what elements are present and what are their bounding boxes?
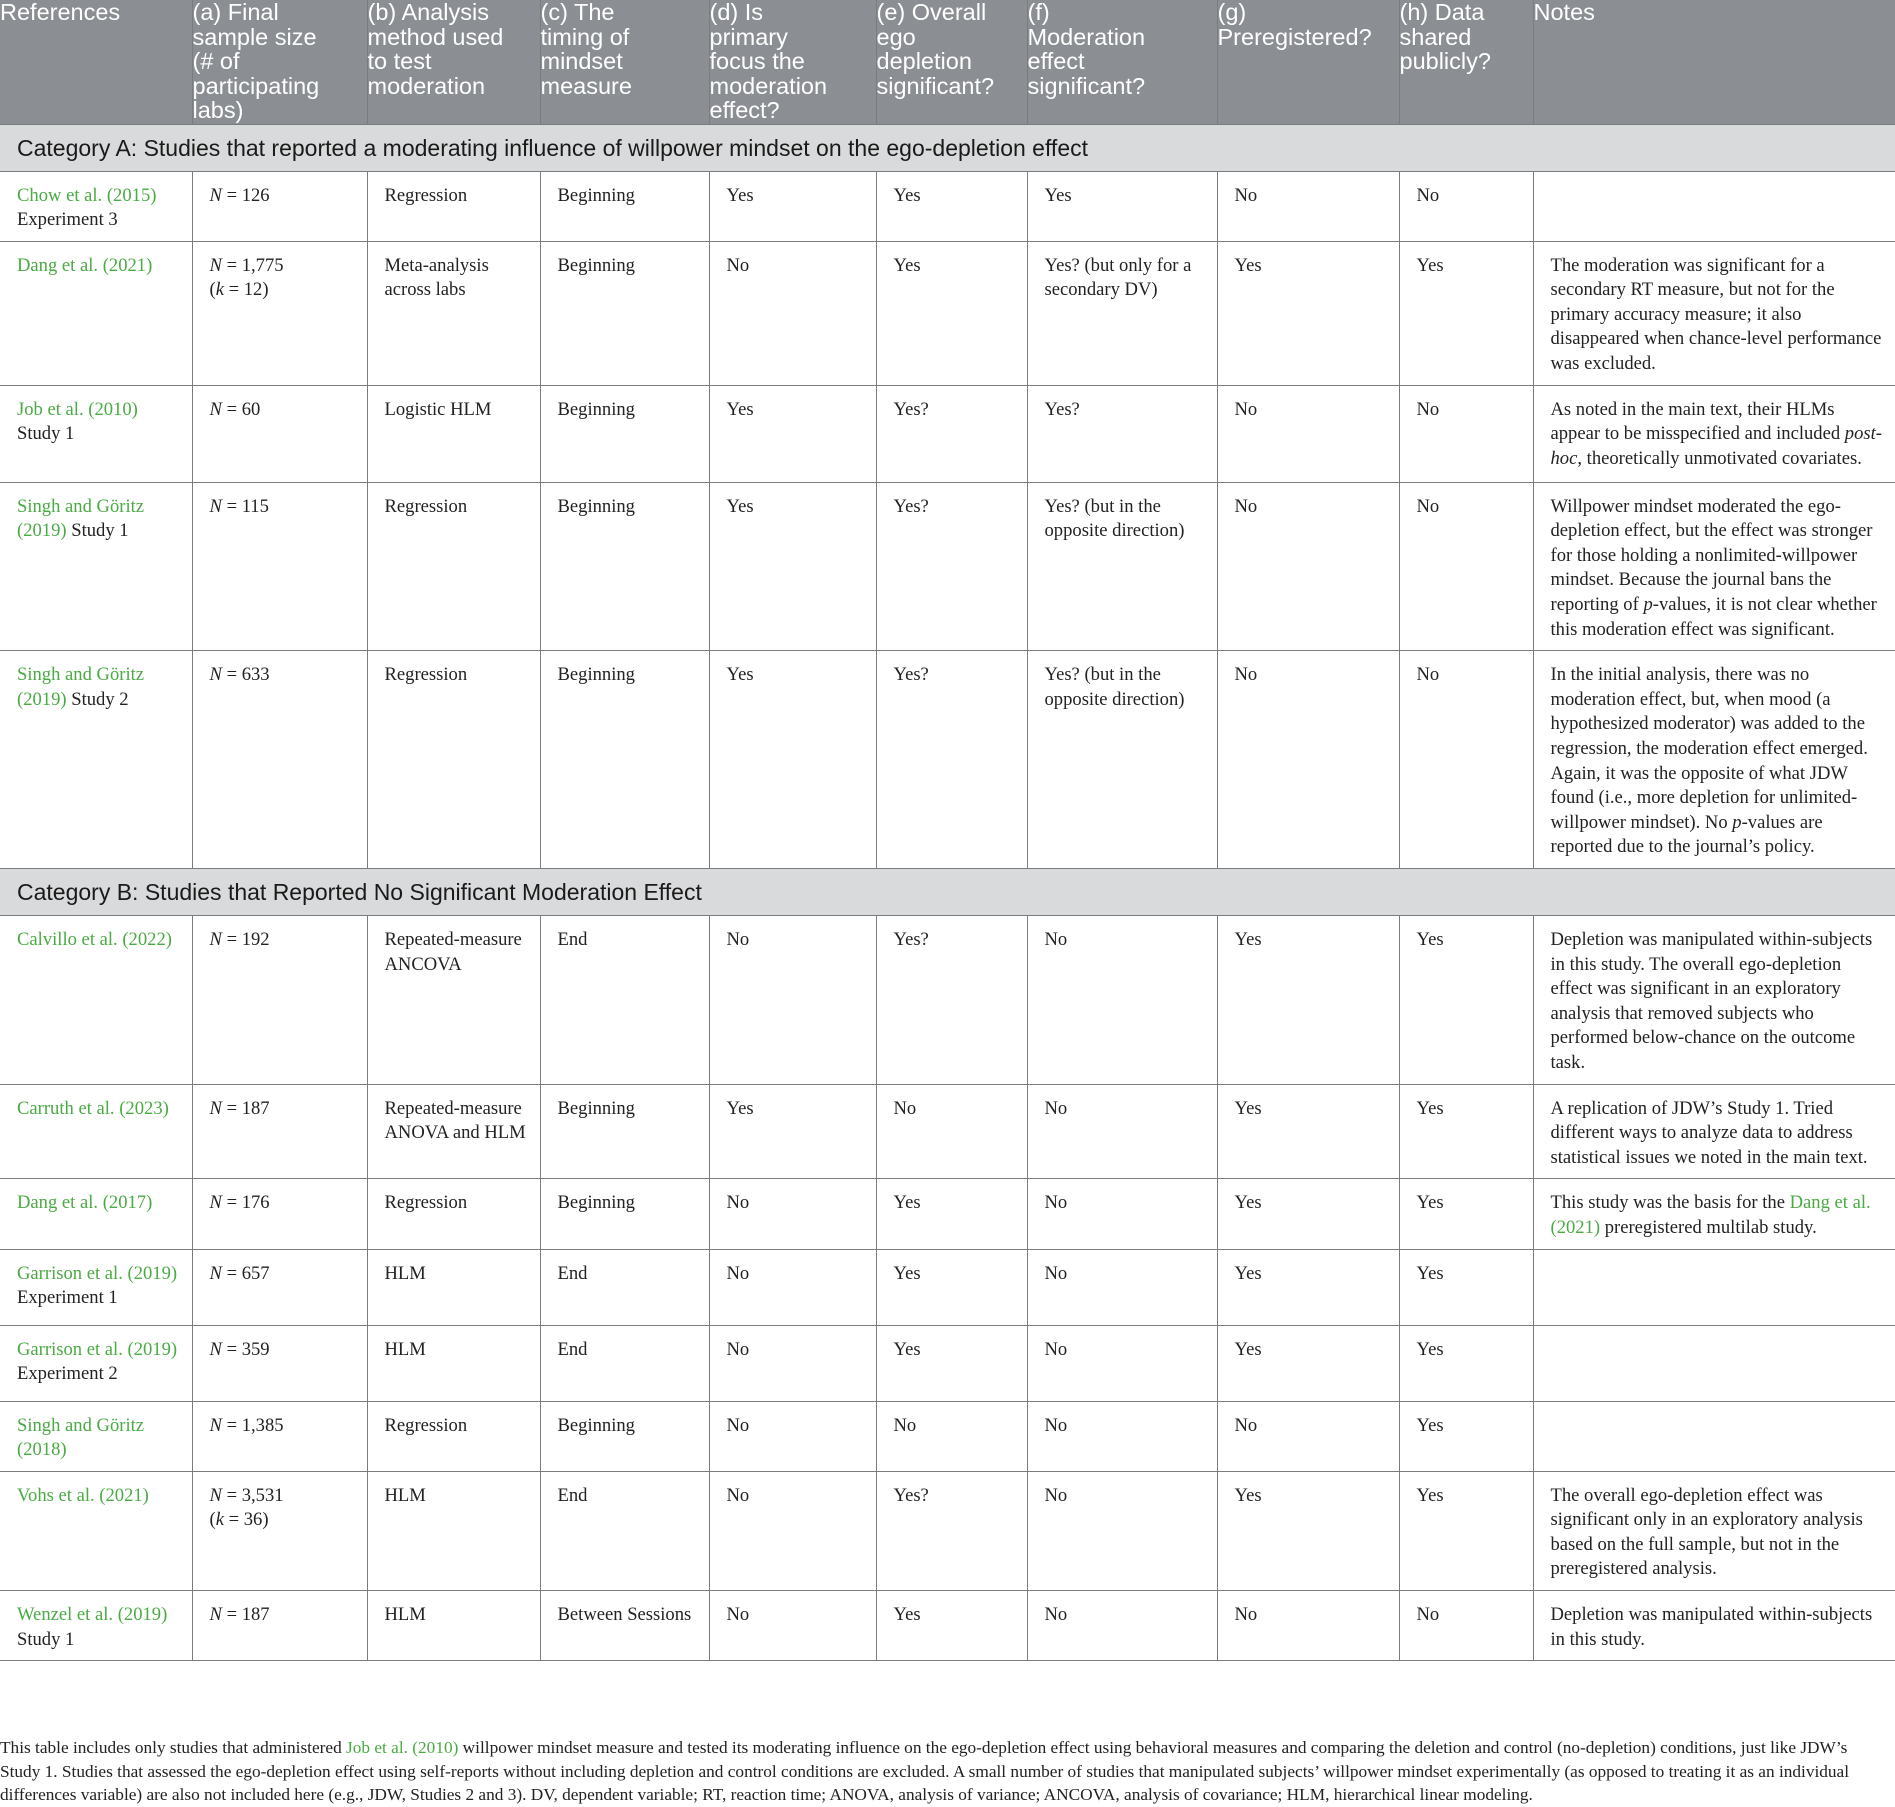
analysis-method-cell: HLM	[367, 1325, 540, 1401]
reference-study-label: Experiment 1	[17, 1287, 118, 1309]
analysis-method-cell: Regression	[367, 1401, 540, 1471]
notes-cell	[1533, 1325, 1895, 1401]
primary-focus-cell: No	[709, 241, 876, 385]
analysis-method-cell: HLM	[367, 1591, 540, 1661]
primary-focus-cell: No	[709, 1325, 876, 1401]
reference-year-link[interactable]: 2019	[23, 520, 61, 542]
sample-size-value: = 3,531	[226, 1484, 284, 1506]
notes-italic-term: p	[1732, 811, 1742, 833]
reference-cell	[0, 171, 192, 241]
analysis-method-cell: Regression	[367, 1179, 540, 1249]
timing-cell: Beginning	[540, 171, 709, 241]
ego-depletion-significant-cell: Yes?	[876, 915, 1027, 1084]
moderation-significant-cell: No	[1027, 915, 1217, 1084]
timing-cell: End	[540, 1249, 709, 1325]
reference-study-label: Study 1	[17, 1628, 75, 1650]
n-symbol: N	[209, 495, 222, 517]
timing-cell: End	[540, 1325, 709, 1401]
reference-author-link[interactable]: Carruth et al. (	[17, 1097, 126, 1119]
reference-close: )	[146, 1192, 153, 1214]
sample-size-cell	[192, 385, 367, 482]
data-shared-cell: No	[1399, 651, 1533, 869]
ego-depletion-significant-cell: Yes	[876, 1591, 1027, 1661]
category-heading: Category B: Studies that Reported No Significant Moderation Effect	[0, 868, 1895, 915]
reference-year-link[interactable]: 2023	[125, 1097, 163, 1119]
reference-year-link[interactable]: 2019	[133, 1262, 171, 1284]
preregistered-cell: No	[1217, 482, 1399, 651]
sample-size-value: = 187	[226, 1097, 270, 1119]
reference-close: )	[161, 1604, 168, 1626]
sample-size-cell	[192, 482, 367, 651]
col-header-a: (a) Final sample size (# of participating labs)	[192, 0, 367, 124]
primary-focus-cell: No	[709, 915, 876, 1084]
timing-cell: Between Sessions	[540, 1591, 709, 1661]
reference-cell	[0, 1179, 192, 1249]
table-row	[0, 1249, 1895, 1325]
header-row	[0, 0, 1895, 124]
reference-close: )	[60, 688, 67, 710]
reference-year-link[interactable]: 2017	[108, 1192, 147, 1214]
primary-focus-cell: Yes	[709, 651, 876, 869]
analysis-method-cell: Repeated-measure ANCOVA	[367, 915, 540, 1084]
preregistered-cell: Yes	[1217, 1471, 1399, 1590]
sample-size-value: = 126	[226, 184, 270, 206]
preregistered-cell: No	[1217, 1401, 1399, 1471]
notes-cell	[1533, 1249, 1895, 1325]
reference-study-label: Experiment 2	[17, 1363, 118, 1385]
notes-cell: Depletion was manipulated within-subjects in this study.	[1533, 1591, 1895, 1661]
primary-focus-cell: No	[709, 1179, 876, 1249]
analysis-method-cell: Regression	[367, 482, 540, 651]
reference-close: )	[142, 1484, 149, 1506]
preregistered-cell: Yes	[1217, 1325, 1399, 1401]
n-symbol: N	[209, 184, 222, 206]
lab-count-value: = 36	[228, 1509, 263, 1531]
table-row	[0, 1471, 1895, 1590]
moderation-significant-cell: Yes? (but only for a secondary DV)	[1027, 241, 1217, 385]
reference-author-link[interactable]: Vohs et al. (	[17, 1484, 106, 1506]
notes-cell	[1533, 651, 1895, 869]
reference-author-link[interactable]: Wenzel et al. (	[17, 1604, 124, 1626]
col-header-h: (h) Data shared publicly?	[1399, 0, 1533, 124]
category-a-row	[0, 124, 1895, 171]
col-header-references: References	[0, 0, 192, 124]
sample-size-value: = 359	[226, 1338, 270, 1360]
analysis-method-cell: Meta-analysis across labs	[367, 241, 540, 385]
footnote-reference-link[interactable]: Job et al. (2010)	[346, 1738, 459, 1757]
primary-focus-cell: No	[709, 1401, 876, 1471]
notes-cell: The moderation was significant for a secondary RT measure, but not for the primary accuracy measure; it also disappeared when chance-level performance was excluded.	[1533, 241, 1895, 385]
k-symbol: k	[215, 279, 224, 301]
notes-cell: A replication of JDW’s Study 1. Tried different ways to analyze data to address statistical issues we noted in the main text.	[1533, 1084, 1895, 1179]
reference-author-link[interactable]: Chow et al. (	[17, 184, 114, 206]
notes-italic-term: p	[1643, 594, 1653, 616]
sample-size-cell	[192, 1591, 367, 1661]
analysis-method-cell: Regression	[367, 171, 540, 241]
notes-text: As noted in the main text, their HLMs appear to be misspecified and included	[1550, 398, 1845, 445]
reference-year-link[interactable]: 2019	[23, 688, 61, 710]
notes-text-continued: -values, it is not clear whether this moderation effect was significant.	[1550, 594, 1877, 640]
col-header-b: (b) Analysis method used to test moderation	[367, 0, 540, 124]
col-header-d: (d) Is primary focus the moderation effect?	[709, 0, 876, 124]
notes-cell	[1533, 1179, 1895, 1249]
sample-size-value: = 115	[226, 495, 269, 517]
reference-cell	[0, 385, 192, 482]
table-row	[0, 482, 1895, 651]
timing-cell: Beginning	[540, 1179, 709, 1249]
preregistered-cell: Yes	[1217, 241, 1399, 385]
notes-cell: The overall ego-depletion effect was significant only in an exploratory analysis based on the full sample, but not in the preregistered analysis.	[1533, 1471, 1895, 1590]
reference-cell	[0, 241, 192, 385]
col-header-e: (e) Overall ego depletion significant?	[876, 0, 1027, 124]
reference-author-link[interactable]: Job et al. (	[17, 398, 95, 420]
sample-size-value: = 192	[226, 928, 270, 950]
reference-year-link[interactable]: 2019	[123, 1604, 162, 1626]
moderation-significant-cell: Yes	[1027, 171, 1217, 241]
table-row	[0, 1084, 1895, 1179]
primary-focus-cell: No	[709, 1249, 876, 1325]
table-row	[0, 171, 1895, 241]
sample-size-value: = 1,775	[226, 254, 284, 276]
moderation-significant-cell: No	[1027, 1591, 1217, 1661]
data-shared-cell: No	[1399, 385, 1533, 482]
reference-author-link[interactable]: Singh and Göritz (	[17, 1414, 145, 1461]
data-shared-cell: No	[1399, 1591, 1533, 1661]
reference-cell	[0, 1591, 192, 1661]
primary-focus-cell: Yes	[709, 1084, 876, 1179]
preregistered-cell: No	[1217, 1591, 1399, 1661]
notes-cell	[1533, 1401, 1895, 1471]
timing-cell: Beginning	[540, 1084, 709, 1179]
reference-close: )	[146, 254, 153, 276]
k-symbol: k	[215, 1509, 224, 1531]
moderation-significant-cell: Yes?	[1027, 385, 1217, 482]
notes-cell	[1533, 171, 1895, 241]
n-symbol: N	[209, 1484, 222, 1506]
reference-year-link[interactable]: 2021	[105, 1484, 143, 1506]
data-shared-cell: Yes	[1399, 1249, 1533, 1325]
reference-author-link[interactable]: Calvillo et al. (	[17, 928, 129, 950]
moderation-significant-cell: No	[1027, 1401, 1217, 1471]
reference-close: )	[170, 1338, 178, 1360]
reference-author-link[interactable]: Singh and Göritz (	[17, 664, 145, 710]
sample-size-value: = 1,385	[226, 1414, 284, 1436]
timing-cell: Beginning	[540, 651, 709, 869]
reference-close: )	[60, 1439, 67, 1461]
timing-cell: Beginning	[540, 482, 709, 651]
reference-close: )	[162, 1097, 169, 1119]
data-shared-cell: No	[1399, 171, 1533, 241]
primary-focus-cell: Yes	[709, 171, 876, 241]
notes-cell	[1533, 482, 1895, 651]
notes-text: Willpower mindset moderated the ego-depletion effect, but the effect was stronger for those holding a nonlimited-willpower mindset. Because the journal bans the reporting of	[1550, 495, 1873, 616]
reference-year-link[interactable]: 2015	[113, 184, 151, 206]
reference-cell	[0, 1471, 192, 1590]
moderation-significant-cell: No	[1027, 1249, 1217, 1325]
table-row	[0, 1179, 1895, 1249]
sample-size-cell: N = 3,531 (k = 36)	[192, 1471, 367, 1590]
col-header-f: (f) Moderation effect significant?	[1027, 0, 1217, 124]
analysis-method-cell: Repeated-measure ANOVA and HLM	[367, 1084, 540, 1179]
ego-depletion-significant-cell: Yes	[876, 171, 1027, 241]
reference-year-link[interactable]: 2021	[108, 254, 147, 276]
preregistered-cell: Yes	[1217, 1179, 1399, 1249]
preregistered-cell: Yes	[1217, 1084, 1399, 1179]
ego-depletion-significant-cell: Yes?	[876, 385, 1027, 482]
moderation-significant-cell: No	[1027, 1471, 1217, 1590]
timing-cell: Beginning	[540, 385, 709, 482]
data-shared-cell: Yes	[1399, 1471, 1533, 1590]
sample-size-cell	[192, 1249, 367, 1325]
data-shared-cell: Yes	[1399, 1401, 1533, 1471]
table-row	[0, 1401, 1895, 1471]
ego-depletion-significant-cell: Yes	[876, 1325, 1027, 1401]
analysis-method-cell: Logistic HLM	[367, 385, 540, 482]
reference-cell	[0, 1249, 192, 1325]
reference-year-link[interactable]: 2019	[133, 1338, 171, 1360]
ego-depletion-significant-cell: Yes?	[876, 651, 1027, 869]
col-header-c: (c) The timing of mindset measure	[540, 0, 709, 124]
notes-text-continued: , theoretically unmotivated covariates.	[1577, 447, 1862, 469]
table-row	[0, 241, 1895, 385]
reference-study-label: Study 2	[71, 688, 129, 710]
table-body	[0, 124, 1895, 1661]
sample-size-value: = 60	[226, 398, 261, 420]
analysis-method-cell: HLM	[367, 1471, 540, 1590]
n-symbol: N	[209, 1192, 222, 1214]
reference-cell	[0, 651, 192, 869]
preregistered-cell: No	[1217, 171, 1399, 241]
moderation-significant-cell: No	[1027, 1084, 1217, 1179]
reference-close: )	[60, 520, 67, 542]
moderation-significant-cell: No	[1027, 1325, 1217, 1401]
data-shared-cell: Yes	[1399, 1084, 1533, 1179]
table-row	[0, 651, 1895, 869]
reference-author-link[interactable]: Singh and Göritz (	[17, 495, 145, 542]
sample-size-cell: N = 1,775 (k = 12)	[192, 241, 367, 385]
reference-author-link[interactable]: Garrison et al. (	[17, 1262, 134, 1284]
ego-depletion-significant-cell: Yes?	[876, 482, 1027, 651]
category-b-row	[0, 868, 1895, 915]
sample-size-cell	[192, 1325, 367, 1401]
sample-size-cell	[192, 1179, 367, 1249]
timing-cell: Beginning	[540, 1401, 709, 1471]
table-row	[0, 385, 1895, 482]
primary-focus-cell: Yes	[709, 385, 876, 482]
reference-year-link[interactable]: 2022	[128, 928, 166, 950]
reference-cell	[0, 915, 192, 1084]
preregistered-cell: No	[1217, 385, 1399, 482]
data-shared-cell: Yes	[1399, 1325, 1533, 1401]
sample-size-value: = 633	[226, 664, 270, 686]
reference-cell	[0, 1401, 192, 1471]
col-header-g: (g) Preregistered?	[1217, 0, 1399, 124]
notes-text-continued: preregistered multilab study.	[1600, 1216, 1817, 1238]
moderation-significant-cell: Yes? (but in the opposite direction)	[1027, 651, 1217, 869]
moderation-significant-cell: Yes? (but in the opposite direction)	[1027, 482, 1217, 651]
analysis-method-cell: Regression	[367, 651, 540, 869]
sample-size-cell	[192, 1401, 367, 1471]
n-symbol: N	[209, 1414, 222, 1436]
reference-cell	[0, 1084, 192, 1179]
ego-depletion-significant-cell: No	[876, 1084, 1027, 1179]
table-row	[0, 1591, 1895, 1661]
preregistered-cell: Yes	[1217, 915, 1399, 1084]
n-symbol: N	[209, 1097, 222, 1119]
n-symbol: N	[209, 254, 222, 276]
ego-depletion-significant-cell: Yes?	[876, 1471, 1027, 1590]
ego-depletion-significant-cell: No	[876, 1401, 1027, 1471]
ego-depletion-significant-cell: Yes	[876, 241, 1027, 385]
notes-cell	[1533, 385, 1895, 482]
timing-cell: End	[540, 1471, 709, 1590]
reference-author-link[interactable]: Garrison et al. (	[17, 1338, 134, 1360]
n-symbol: N	[209, 928, 222, 950]
preregistered-cell: No	[1217, 651, 1399, 869]
notes-text-continued: -values are reported due to the journal’s policy.	[1550, 811, 1823, 858]
preregistered-cell: Yes	[1217, 1249, 1399, 1325]
notes-text: This study was the basis for the	[1550, 1192, 1790, 1214]
primary-focus-cell: No	[709, 1471, 876, 1590]
n-symbol: N	[209, 664, 222, 686]
reference-close: )	[170, 1262, 178, 1284]
category-heading: Category A: Studies that reported a moderating influence of willpower mindset on the ego-depletion effect	[0, 124, 1895, 171]
data-shared-cell: Yes	[1399, 1179, 1533, 1249]
col-header-notes: Notes	[1533, 0, 1895, 124]
reference-study-label: Experiment 3	[17, 209, 118, 231]
reference-close: )	[131, 398, 138, 420]
ego-depletion-significant-cell: Yes	[876, 1179, 1027, 1249]
moderation-significant-cell: No	[1027, 1179, 1217, 1249]
reference-cell	[0, 482, 192, 651]
sample-size-value: = 187	[226, 1604, 270, 1626]
reference-study-label: Study 1	[17, 423, 75, 445]
reference-close: )	[150, 184, 157, 206]
primary-focus-cell: Yes	[709, 482, 876, 651]
data-shared-cell: Yes	[1399, 241, 1533, 385]
reference-close: )	[165, 928, 172, 950]
table-row	[0, 915, 1895, 1084]
reference-study-label: Study 1	[71, 520, 129, 542]
timing-cell: End	[540, 915, 709, 1084]
sample-size-cell	[192, 651, 367, 869]
reference-author-link[interactable]: Dang et al. (	[17, 1192, 109, 1214]
n-symbol: N	[209, 1338, 222, 1360]
notes-text: In the initial analysis, there was no moderation effect, but, when mood (a hypothesized moderator) was added to the regression, the moderation effect emerged. Again, it was the opposite of what JDW found (i.e., more depletion for unlimited-willpower mindset). No	[1550, 664, 1868, 833]
notes-cell: Depletion was manipulated within-subjects in this study. The overall ego-depletion effect was significant in an exploratory analysis that removed subjects who performed below-chance on the outcome task.	[1533, 915, 1895, 1084]
n-symbol: N	[209, 1262, 222, 1284]
table-footnote: This table includes only studies that administered Job et al. (2010) willpower mindset measure and tested its moderating influence on the ego-depletion effect using behavioral measures and comparing the deletion and control (no-depletion) conditions, just like JDW’s Study 1. Studies that assessed the ego-depletion effect using self-reports without including depletion and control conditions are excluded. A small number of studies that manipulated subjects’ willpower mindset experimentally (as opposed to treating it as an individual differences variable) are also not included here (e.g., JDW, Studies 2 and 3). DV, dependent variable; RT, reaction time; ANOVA, analysis of variance; ANCOVA, analysis of covariance; HLM, hierarchical linear modeling.	[0, 1738, 1850, 1805]
sample-size-cell	[192, 915, 367, 1084]
reference-author-link[interactable]: Dang et al. (	[17, 254, 109, 276]
data-shared-cell: No	[1399, 482, 1533, 651]
sample-size-cell	[192, 1084, 367, 1179]
reference-year-link[interactable]: 2018	[23, 1439, 61, 1461]
data-shared-cell: Yes	[1399, 915, 1533, 1084]
n-symbol: N	[209, 1604, 222, 1626]
timing-cell: Beginning	[540, 241, 709, 385]
lab-count-value: = 12	[228, 279, 263, 301]
primary-focus-cell: No	[709, 1591, 876, 1661]
sample-size-cell	[192, 171, 367, 241]
ego-depletion-significant-cell: Yes	[876, 1249, 1027, 1325]
n-symbol: N	[209, 398, 222, 420]
reference-cell	[0, 1325, 192, 1401]
sample-size-value: = 657	[226, 1262, 270, 1284]
sample-size-value: = 176	[226, 1192, 270, 1214]
table-row	[0, 1325, 1895, 1401]
notes-italic-term: post-hoc	[1550, 423, 1882, 469]
notes-reference-link[interactable]: Dang et al. (2021)	[1550, 1192, 1871, 1238]
reference-year-link[interactable]: 2010	[94, 398, 132, 420]
analysis-method-cell: HLM	[367, 1249, 540, 1325]
